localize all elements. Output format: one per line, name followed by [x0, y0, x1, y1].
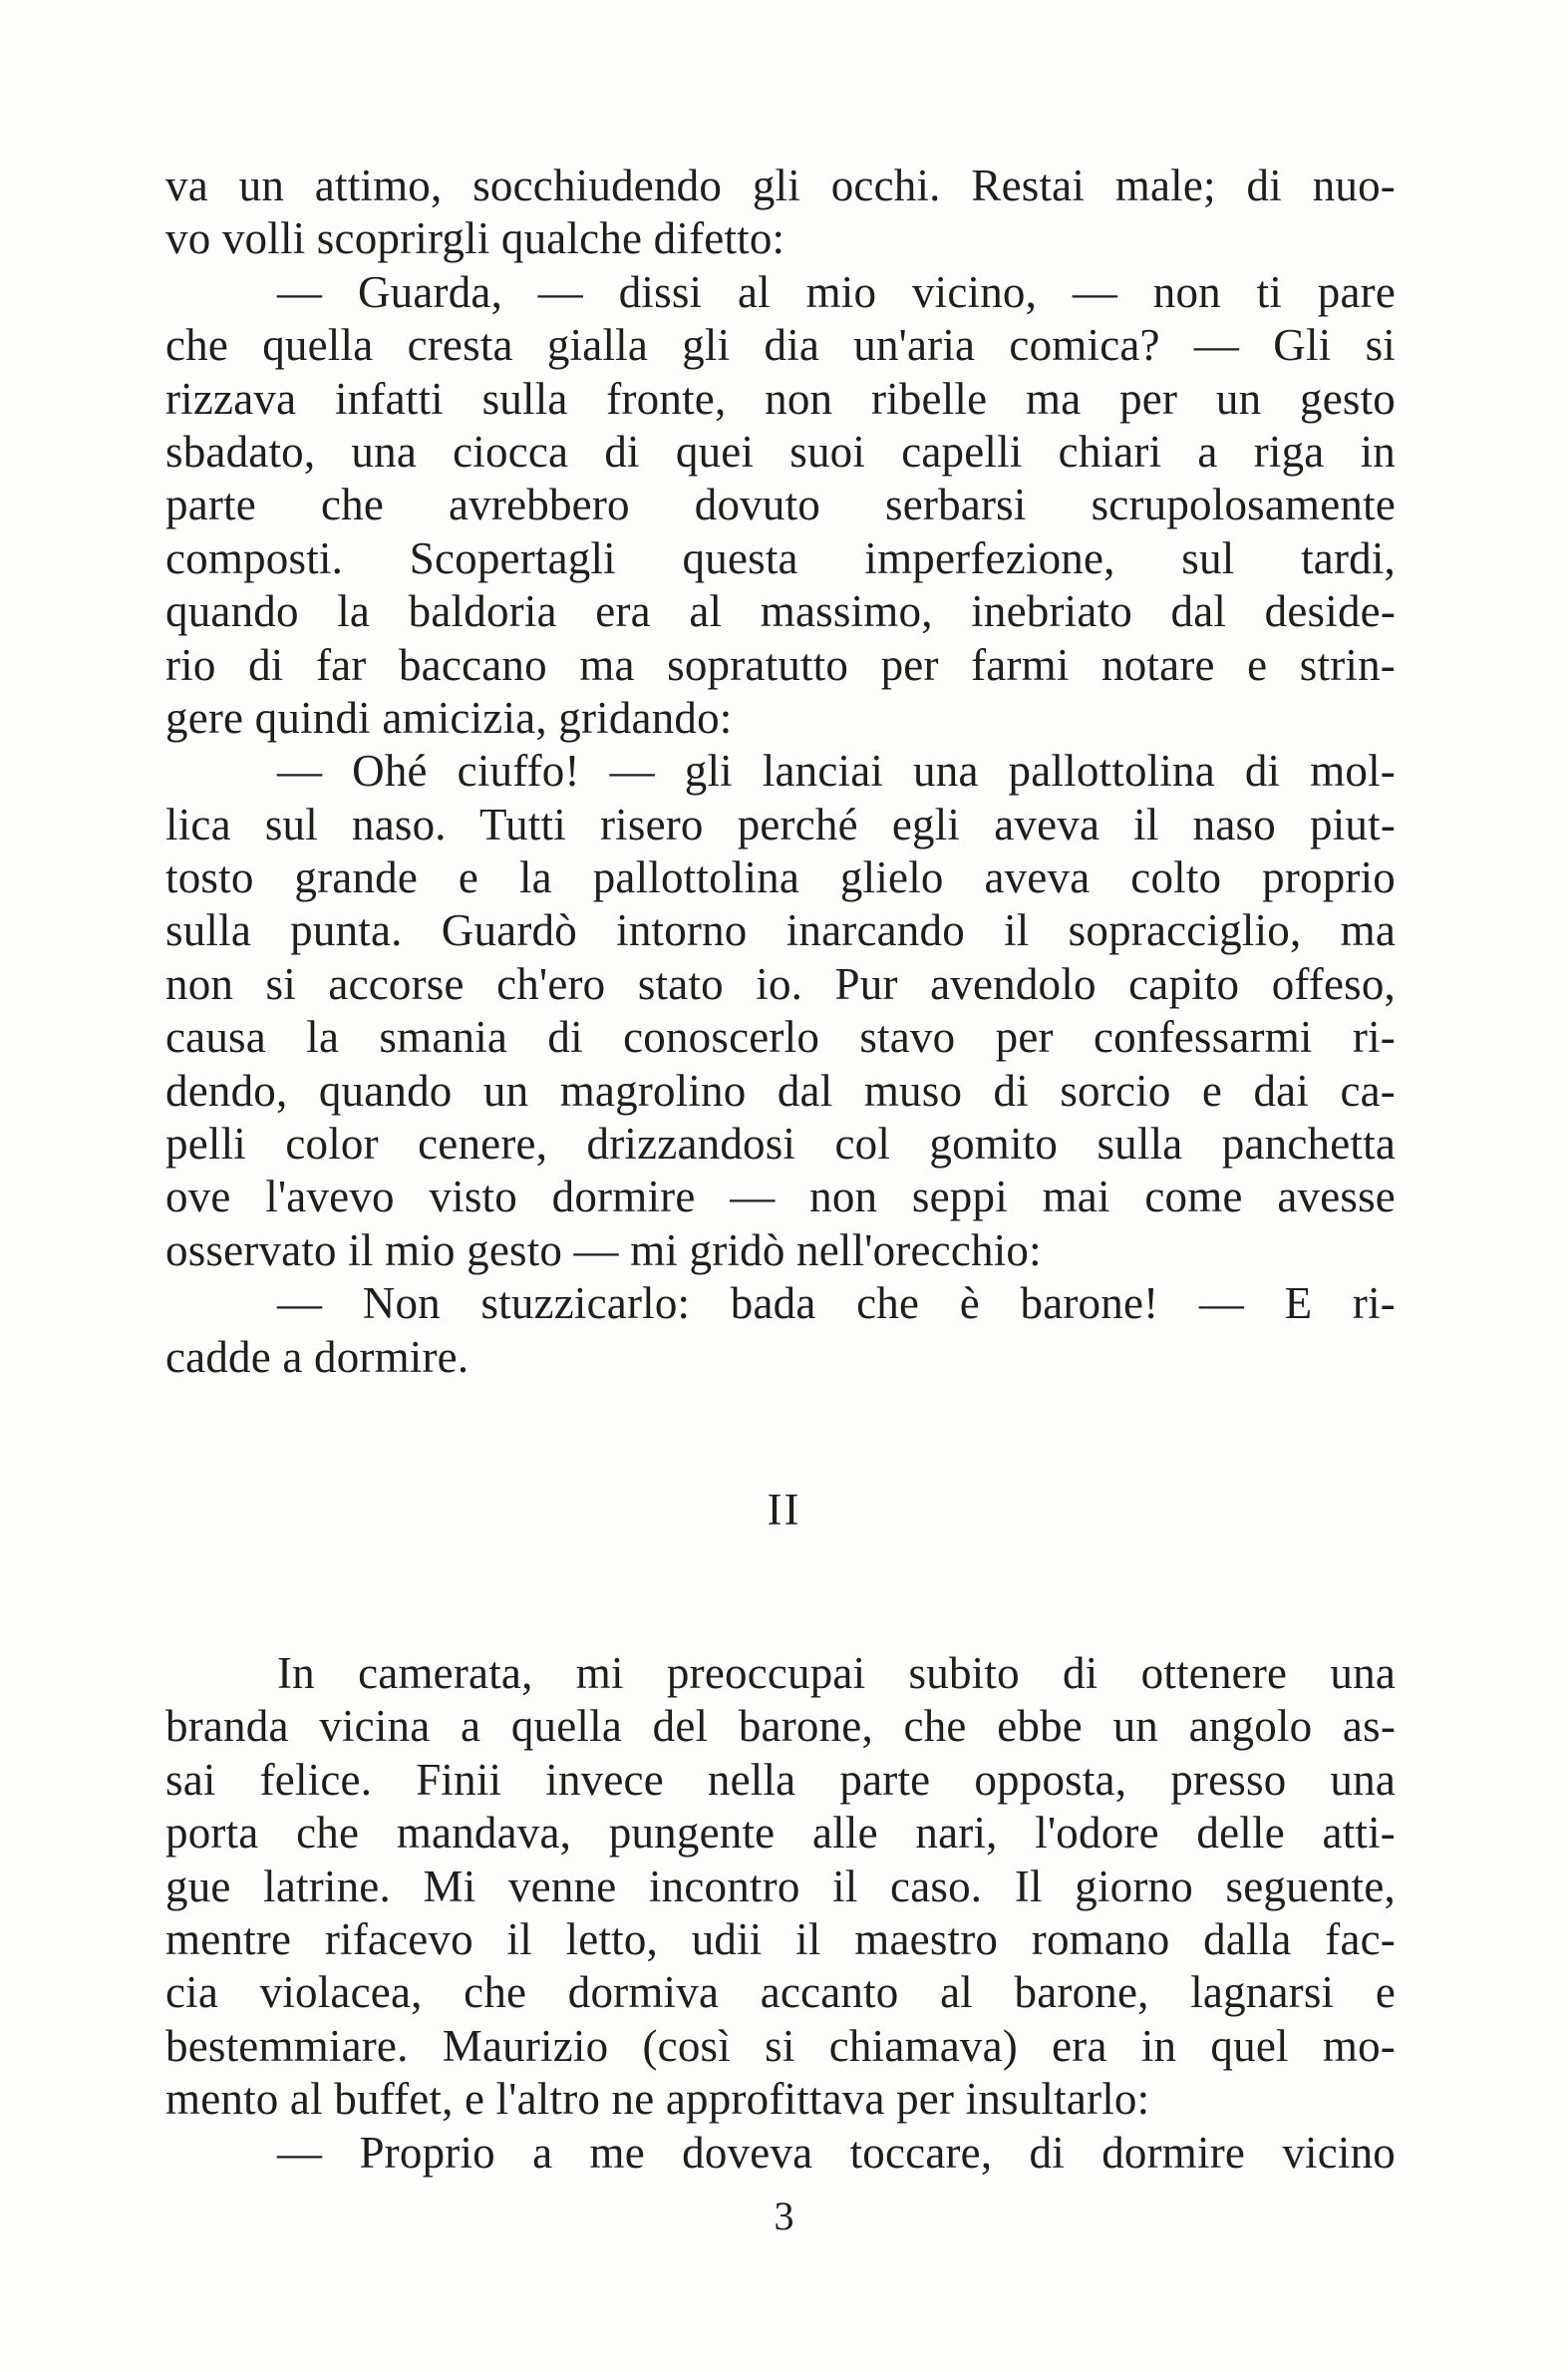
- text-line: sai felice. Finii invece nella parte opposta, presso una: [165, 1754, 1396, 1805]
- page-number: 3: [774, 2194, 794, 2238]
- text-line: ove l'avevo visto dormire — non seppi mai come avesse: [165, 1172, 1396, 1222]
- text-line: rizzava infatti sulla fronte, non ribelle ma per un gesto: [165, 373, 1396, 424]
- text-line: bestemmiare. Maurizio (così si chiamava) era in quel mo-: [165, 2020, 1396, 2071]
- text-line: porta che mandava, pungente alle nari, l'odore delle atti-: [165, 1808, 1396, 1859]
- text-line: — Non stuzzicarlo: bada che è barone! — E ri-: [277, 1278, 1396, 1329]
- text-line: — Proprio a me doveva toccare, di dormire vicino: [277, 2127, 1396, 2178]
- text-line: va un attimo, socchiudendo gli occhi. Restai male; di nuo-: [165, 161, 1396, 210]
- text-line: che quella cresta gialla gli dia un'aria comica? — Gli si: [165, 320, 1396, 371]
- text-block-bottom: [165, 1647, 1396, 2180]
- text-line: osservato il mio gesto — mi gridò nell'orecchio:: [165, 1224, 1042, 1275]
- text-line: non si accorse ch'ero stato io. Pur avendolo capito offeso,: [165, 958, 1396, 1009]
- text-line: branda vicina a quella del barone, che ebbe un angolo as-: [165, 1701, 1396, 1752]
- text-line: vo volli scoprirgli qualche difetto:: [165, 213, 785, 264]
- text-line: lica sul naso. Tutti risero perché egli aveva il naso piut-: [165, 799, 1396, 849]
- text-line: mento al buffet, e l'altro ne approfittava per insultarlo:: [165, 2074, 1150, 2125]
- text-line: rio di far baccano ma sopratutto per farmi notare e strin-: [165, 639, 1396, 690]
- text-line: gere quindi amicizia, gridando:: [165, 692, 733, 743]
- text-line: pelli color cenere, drizzandosi col gomito sulla panchetta: [165, 1119, 1396, 1170]
- text-line: tosto grande e la pallottolina glielo aveva colto proprio: [165, 852, 1396, 903]
- text-line: — Guarda, — dissi al mio vicino, — non ti pare: [277, 266, 1396, 317]
- text-line: — Ohé ciuffo! — gli lanciai una pallottolina di mol-: [277, 746, 1396, 797]
- text-line: sulla punta. Guardò intorno inarcando il sopracciglio, ma: [165, 905, 1396, 956]
- text-line: composti. Scopertagli questa imperfezione, sul tardi,: [165, 532, 1396, 583]
- text-line: cadde a dormire.: [165, 1331, 470, 1382]
- text-line: gue latrine. Mi venne incontro il caso. Il giorno seguente,: [165, 1861, 1396, 1911]
- text-block-top: [165, 160, 1396, 1384]
- text-line: sbadato, una ciocca di quei suoi capelli chiari a riga in: [165, 426, 1396, 477]
- text-line: quando la baldoria era al massimo, inebriato dal deside-: [165, 586, 1396, 637]
- text-line: cia violacea, che dormiva accanto al barone, lagnarsi e: [165, 1967, 1396, 2018]
- section-heading: II: [767, 1485, 801, 1534]
- text-line: dendo, quando un magrolino dal muso di sorcio e dai ca-: [165, 1065, 1396, 1116]
- text-line: mentre rifacevo il letto, udii il maestro romano dalla fac-: [165, 1913, 1396, 1964]
- text-line: In camerata, mi preoccupai subito di ottenere una: [277, 1648, 1396, 1698]
- text-line: causa la smania di conoscerlo stavo per confessarmi ri-: [165, 1012, 1396, 1063]
- text-line: parte che avrebbero dovuto serbarsi scrupolosamente: [165, 480, 1396, 530]
